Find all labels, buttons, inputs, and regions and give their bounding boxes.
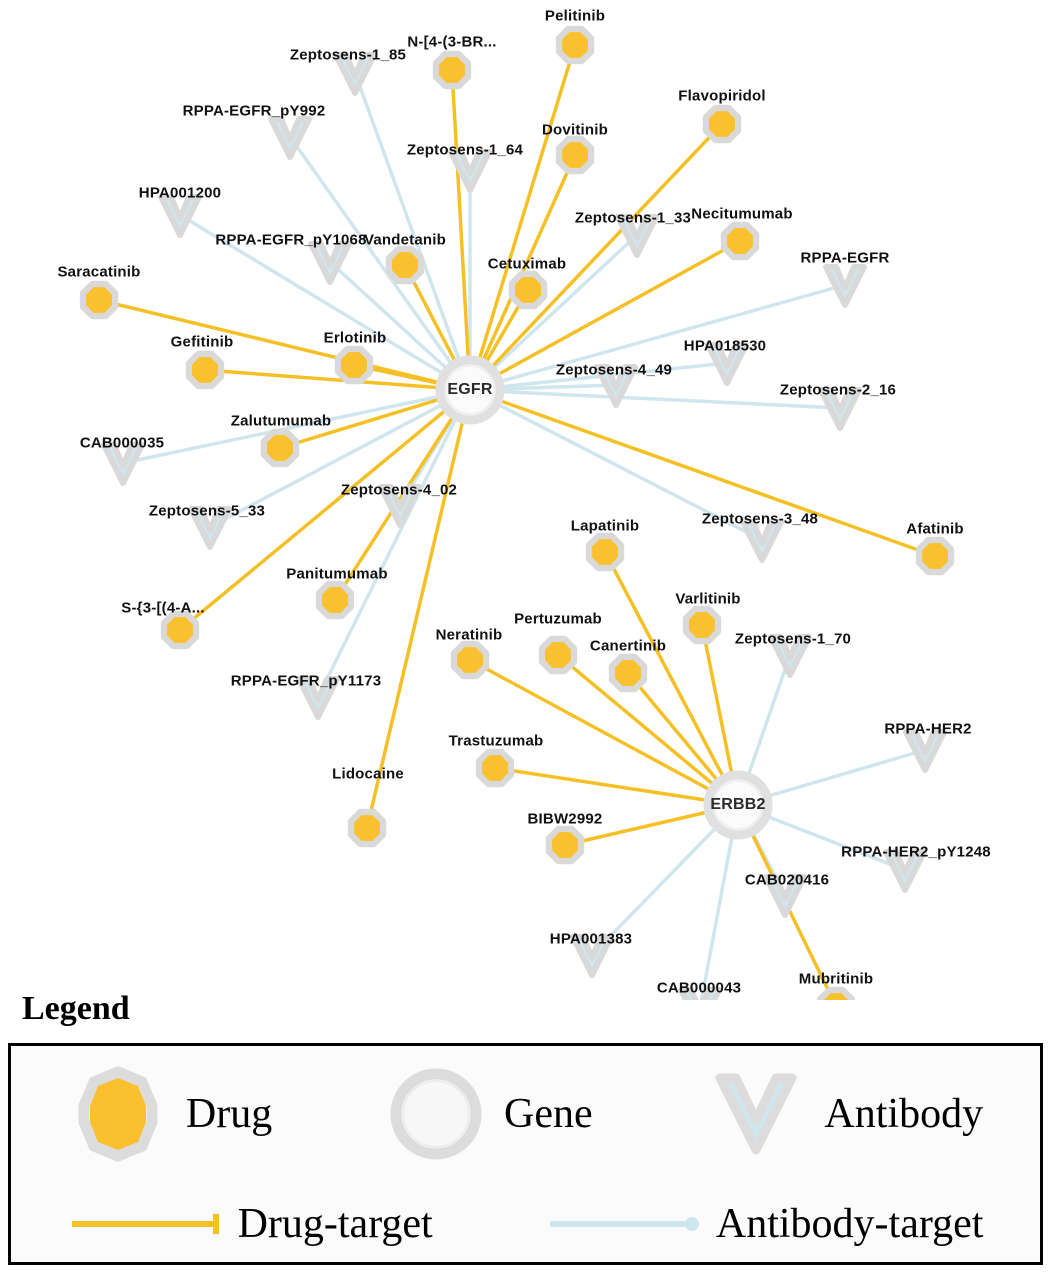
legend-item-antibody	[706, 1064, 983, 1164]
drug-node[interactable]	[392, 252, 418, 278]
drug-label: Vandetanib	[363, 231, 447, 249]
antibody-node[interactable]	[906, 732, 944, 770]
antibody-label: Zeptosens-1_85	[289, 46, 407, 64]
drug-node[interactable]	[439, 57, 465, 83]
drug-node[interactable]	[552, 832, 578, 858]
drug-node[interactable]	[322, 587, 348, 613]
antibody-label: Zeptosens-1_70	[734, 630, 852, 648]
drug-node[interactable]	[267, 435, 293, 461]
antibody-node[interactable]	[161, 197, 199, 235]
antibody-label: CAB020416	[744, 871, 830, 889]
drug-label: S-{3-[(4-A...	[121, 599, 205, 617]
drug-label: Trastuzumab	[448, 732, 544, 750]
drug-node[interactable]	[515, 277, 541, 303]
legend-box	[8, 1043, 1043, 1265]
drug-label: N-[4-(3-BR...	[407, 33, 497, 51]
drug-label: Varlitinib	[675, 590, 741, 608]
antibody-label: Zeptosens-3_48	[701, 510, 819, 528]
antibody-label: HPA001200	[138, 184, 222, 202]
antibody-icon	[706, 1064, 806, 1164]
edge	[367, 390, 470, 828]
drug-node[interactable]	[86, 287, 112, 313]
drug-node[interactable]	[922, 543, 948, 569]
antibody-label: RPPA-HER2_pY1248	[841, 843, 991, 861]
legend-edge-row	[11, 1181, 1040, 1266]
drug-node[interactable]	[545, 642, 571, 668]
legend-label-antibody: Antibody	[824, 1090, 984, 1137]
drug-node[interactable]	[192, 357, 218, 383]
drug-node[interactable]	[167, 617, 193, 643]
drug-node[interactable]	[727, 228, 753, 254]
drug-target-edge-icon	[68, 1209, 228, 1239]
edge	[470, 390, 935, 556]
gene-label: EGFR	[447, 381, 493, 398]
antibody-label: CAB000035	[79, 434, 165, 452]
antibody-label: Zeptosens-1_64	[406, 141, 524, 159]
legend-label-antibody-target: Antibody-target	[715, 1200, 984, 1247]
antibody-node[interactable]	[271, 119, 309, 157]
legend-node-row	[11, 1046, 1040, 1181]
drug-node[interactable]	[354, 815, 380, 841]
drug-label: Neratinib	[435, 626, 503, 644]
antibody-target-edge-icon	[546, 1209, 706, 1239]
antibody-label: Zeptosens-4_49	[555, 361, 673, 379]
drug-label: BIBW2992	[527, 810, 603, 828]
legend-item-drug-target	[68, 1200, 433, 1248]
drug-label: Afatinib	[906, 520, 964, 538]
drug-label: Necitumumab	[691, 205, 793, 223]
legend-item-drug	[68, 1064, 272, 1164]
legend-item-gene	[386, 1064, 593, 1164]
antibody-label: Zeptosens-4_02	[340, 481, 458, 499]
antibody-label: Zeptosens-1_33	[574, 209, 692, 227]
drug-node[interactable]	[689, 612, 715, 638]
drug-label: Saracatinib	[57, 263, 141, 281]
drug-label: Gefitinib	[170, 333, 234, 351]
antibody-label: RPPA-EGFR_pY1173	[230, 672, 382, 690]
antibody-label: RPPA-HER2	[884, 720, 972, 738]
antibody-label: HPA018530	[683, 337, 767, 355]
legend-label-gene: Gene	[504, 1090, 593, 1137]
drug-label: Lapatinib	[570, 517, 640, 535]
drug-node[interactable]	[341, 352, 367, 378]
drug-label: Panitumumab	[286, 565, 388, 583]
drug-label: Erlotinib	[323, 329, 387, 347]
edge	[452, 70, 470, 390]
drug-node[interactable]	[592, 539, 618, 565]
antibody-label: RPPA-EGFR_pY1068	[215, 231, 367, 249]
legend-label-drug-target: Drug-target	[237, 1200, 433, 1247]
legend-label-drug: Drug	[185, 1090, 273, 1137]
antibody-label: HPA001383	[549, 930, 633, 948]
drug-label: Lidocaine	[332, 765, 404, 783]
antibody-label: Zeptosens-5_33	[148, 502, 266, 520]
gene-label: ERBB2	[710, 796, 766, 813]
drug-label: Dovitinib	[542, 121, 608, 139]
antibody-node[interactable]	[743, 522, 781, 560]
drug-label: Flavopiridol	[678, 87, 766, 105]
drug-label: Canertinib	[589, 637, 667, 655]
drug-node[interactable]	[562, 32, 588, 58]
drug-node[interactable]	[615, 660, 641, 686]
edge	[470, 45, 575, 390]
drug-node[interactable]	[709, 111, 735, 137]
edge	[318, 390, 470, 697]
drug-node[interactable]	[562, 142, 588, 168]
legend-item-antibody-target	[546, 1200, 984, 1248]
drug-label: Cetuximab	[487, 255, 567, 273]
gene-icon	[386, 1064, 486, 1164]
drug-node[interactable]	[482, 755, 508, 781]
drug-label: Zalutumumab	[230, 412, 332, 430]
drug-label: Pelitinib	[544, 7, 606, 25]
drug-node[interactable]	[457, 647, 483, 673]
legend-title: Legend	[22, 990, 130, 1027]
drug-label: Pertuzumab	[514, 610, 602, 628]
drug-icon	[68, 1064, 168, 1164]
antibody-label: CAB000043	[656, 979, 742, 997]
antibody-label: RPPA-EGFR_pY992	[182, 102, 326, 120]
antibody-node[interactable]	[826, 267, 864, 305]
antibody-label: RPPA-EGFR	[800, 249, 890, 267]
drug-label: Mubritinib	[798, 970, 874, 988]
antibody-label: Zeptosens-2_16	[779, 381, 897, 399]
